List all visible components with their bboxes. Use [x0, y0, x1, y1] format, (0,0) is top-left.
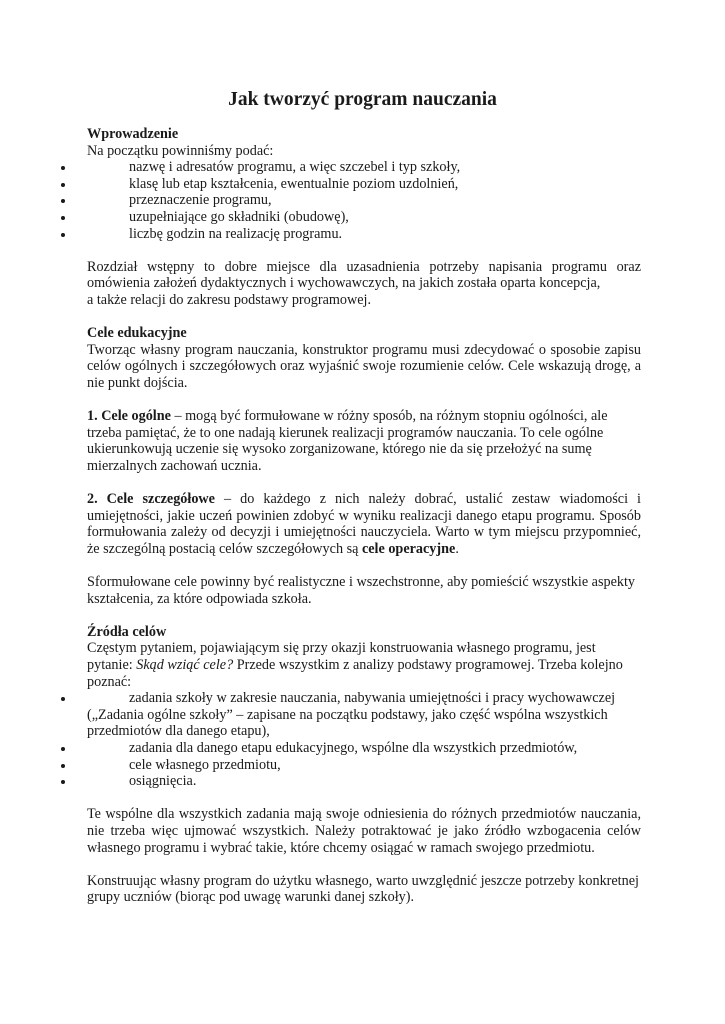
- sources-paragraph-1: Te wspólne dla wszystkich zadania mają swoje odniesienia do różnych przedmiotów nauczania, nie trzeba więc ujmować wszystkich. Należy potraktować je jako źródło wzbogacenia celów własnego programu i wybrać takie, które chcemy osiągać w ramach swojego przedmiotu.: [87, 806, 641, 856]
- intro-lead: Na początku powinniśmy podać:: [87, 142, 274, 159]
- list-item: liczbę godzin na realizację programu.: [129, 225, 343, 242]
- document-body: [87, 126, 641, 906]
- sources-question: Skąd wziąć cele?: [136, 657, 234, 673]
- list-item: zadania szkoły w zakresie nauczania, nabywania umiejętności i pracy wychowawczej („Zadania ogólne szkoły” – zapisane na początku podstawy, jako część wspólna wszystkich przedmiotów dla danego etapu),: [87, 690, 616, 740]
- intro-paragraph: Rozdział wstępny to dobre miejsce dla uzasadnienia potrzeby napisania programu oraz omówienia założeń dydaktycznych i wychowawczych, na jakich została oparta koncepcja, a także relacji do zakresu podstawy programowej.: [87, 258, 641, 308]
- list-item: przeznaczenie programu,: [129, 192, 272, 209]
- section-heading-sources: Źródła celów: [87, 623, 167, 640]
- general-goals-paragraph: 1. Cele ogólne – mogą być formułowane w różny sposób, na różnym stopniu ogólności, ale trzeba pamiętać, że to one nadają kierunek realizacji programów nauczania. To cele ogólne ukierunkowują uczenie się wysoko zorganizowane, którego nie da się przełożyć na sumę mierzalnych zachowań ucznia.: [87, 408, 608, 474]
- list-item: uzupełniające go składniki (obudowę),: [129, 208, 349, 225]
- specific-goals-paragraph: 2. Cele szczegółowe – do każdego z nich należy dobrać, ustalić zestaw wiadomości i umiejętności, jakie uczeń powinien zdobyć w wyniku realizacji danego etapu programu. Sposób formułowania zależy od decyzji i umiejętności nauczyciela. Warto w tym miejscu przypomnieć, że szczególną postacią celów szczegółowych są cele operacyjne.: [87, 491, 641, 557]
- list-item: zadania dla danego etapu edukacyjnego, wspólne dla wszystkich przedmiotów,: [129, 739, 578, 756]
- section-heading-intro: Wprowadzenie: [87, 126, 179, 142]
- intro-bullet-list: [87, 159, 641, 242]
- list-item: cele własnego przedmiotu,: [129, 756, 281, 773]
- list-item: osiągnięcia.: [129, 773, 197, 790]
- general-goals-label: 1. Cele ogólne: [87, 408, 171, 425]
- specific-goals-label: 2. Cele szczegółowe: [87, 491, 215, 508]
- sources-paragraph-2: Konstruując własny program do użytku własnego, warto uwzględnić jeszcze potrzeby konkretnej grupy uczniów (biorąc pod uwagę warunki danej szkoły).: [87, 872, 639, 906]
- operational-goals-term: cele operacyjne: [361, 540, 456, 557]
- section-heading-goals: Cele edukacyjne: [87, 325, 187, 342]
- page-title: Jak tworzyć program nauczania: [228, 89, 497, 110]
- sources-lead: Częstym pytaniem, pojawiającym się przy okazji konstruowania własnego programu, jest pytanie: Skąd wziąć cele? Przede wszystkim z analizy podstawy programowej. Trzeba kolejno poznać:: [87, 640, 623, 690]
- goals-closing-paragraph: Sformułowane cele powinny być realistyczne i wszechstronne, aby pomieścić wszystkie aspekty kształcenia, za które odpowiada szkoła.: [87, 574, 636, 607]
- goals-paragraph: Tworząc własny program nauczania, konstruktor programu musi zdecydować o sposobie zapisu celów ogólnych i szczegółowych oraz wyjaśnić swoje rozumienie celów. Cele wskazują drogę, a nie punkt dojścia.: [87, 341, 641, 391]
- list-item: klasę lub etap kształcenia, ewentualnie poziom uzdolnień,: [129, 175, 459, 192]
- list-item: nazwę i adresatów programu, a więc szczebel i typ szkoły,: [129, 159, 461, 176]
- sources-bullet-list: [87, 690, 641, 790]
